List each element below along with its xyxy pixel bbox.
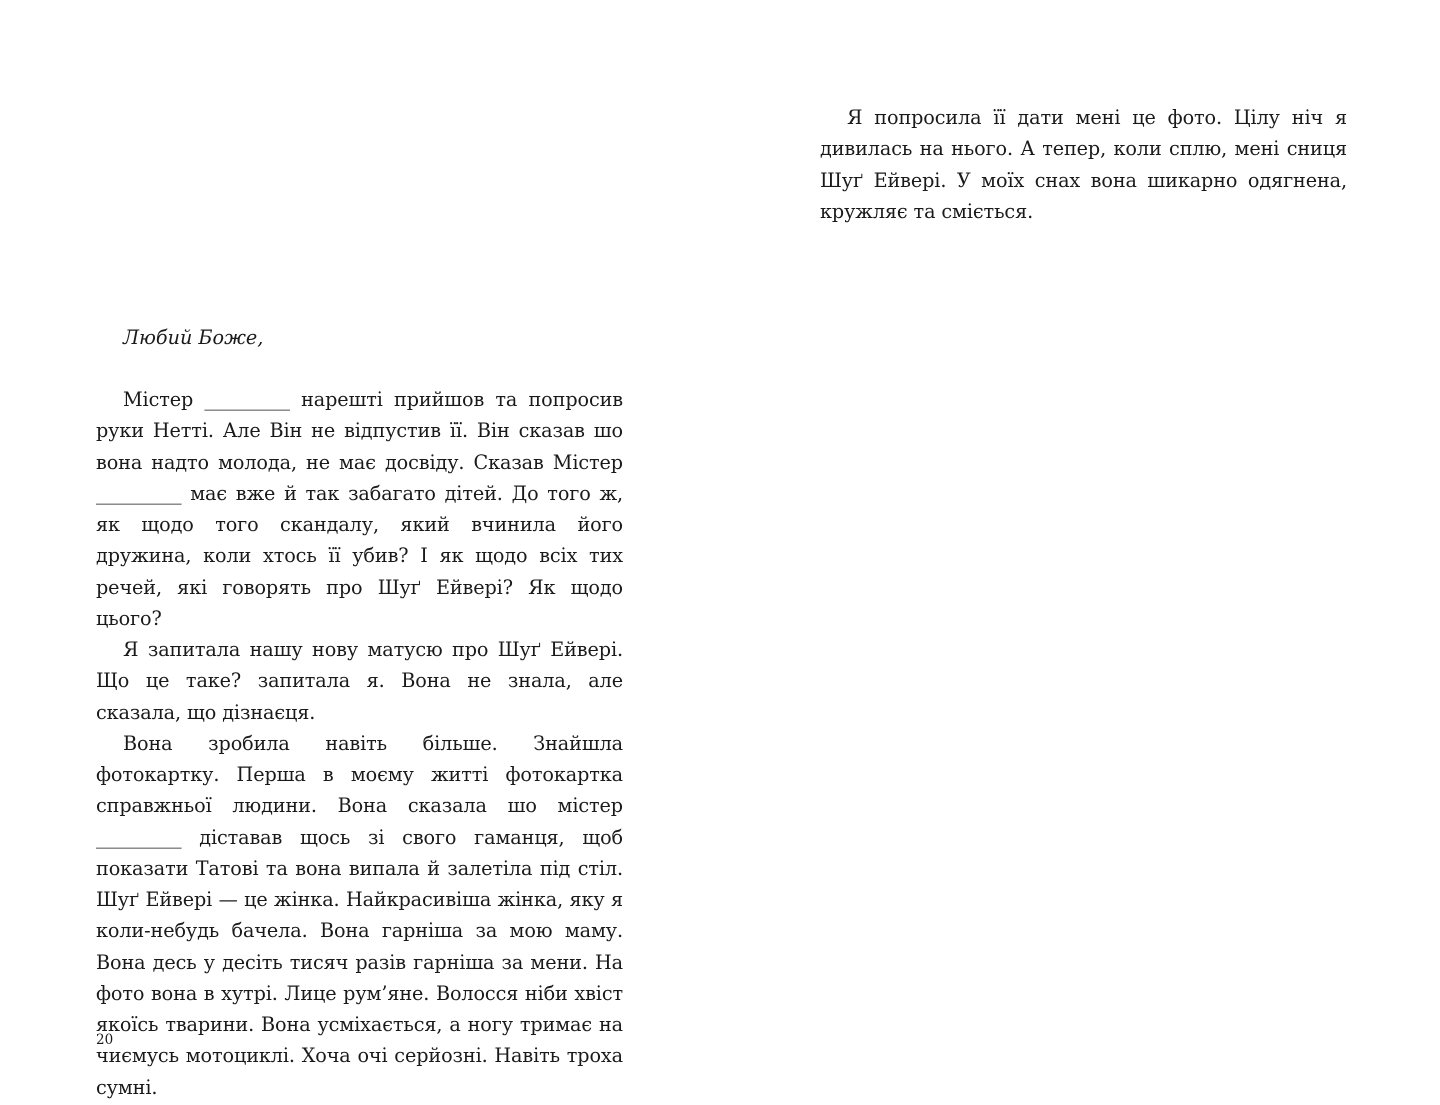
paragraph: Вона зробила навіть більше. Знайшла фотокартку. Перша в моєму житті фотокартка справжньої людини. Вона сказала шо містер _________ діставав щось зі свого гаманця, щоб показати Татові та вона випала й залетіла під стіл. Шуґ Ейвері — це жінка. Найкрасивіша жінка, яку я коли-небудь бачела. Вона гарніша за мою маму. Вона десь у десіть тисяч разів гарніша за мени. На фото вона в хутрі. Лице рум’яне. Волосся ніби хвіст якоїсь тварини. Вона усміхається, а ногу тримає на чиємусь мотоциклі. Хоча очі серйозні. Навіть троха сумні. (96, 731, 623, 1099)
right-page (720, 0, 1440, 1105)
left-page-text (96, 384, 623, 1103)
paragraph: Я запитала нашу нову матусю про Шуґ Ейвері. Що це таке? запитала я. Вона не знала, але сказала, що дізнаєця. (96, 638, 623, 724)
letter-salutation: Любий Боже, (123, 326, 264, 349)
right-page-text (820, 102, 1347, 227)
page-number: 20 (96, 1032, 114, 1048)
paragraph: Містер _________ нарешті прийшов та попросив руки Нетті. Але Він не відпустив її. Він сказав шо вона надто молода, не має досвіду. Сказав Містер _________ має вже й так забагато дітей. До того ж, як щодо того скандалу, який вчинила його дружина, коли хтось її убив? І як щодо всіх тих речей, які говорять про Шуґ Ейвері? Як щодо цього? (96, 388, 623, 630)
paragraph: Я попросила її дати мені це фото. Цілу ніч я дивилась на нього. А тепер, коли сплю, мені сниця Шуґ Ейвері. У моїх снах вона шикарно одягнена, кружляє та сміється. (820, 106, 1347, 223)
